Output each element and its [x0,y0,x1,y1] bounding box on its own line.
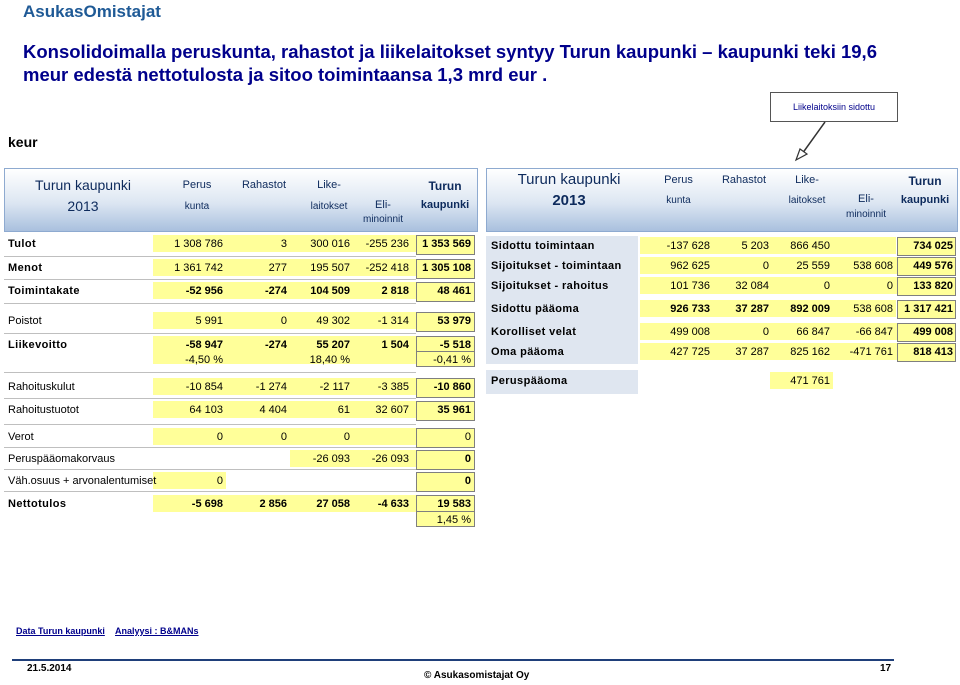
table-cell: 2 818 [381,285,409,297]
table-cell: 27 058 [316,498,350,510]
table-cell: 35 961 [437,404,471,416]
table-cell: 499 008 [670,326,710,338]
left-col-rahastot: Rahastot [241,179,287,191]
left-col-liikelaitokset-2: laitokset [310,201,348,212]
table-cell: -5 698 [191,498,223,510]
table-cell: 32 084 [735,280,769,292]
table-cell: 101 736 [670,280,710,292]
right-col-liikelaitokset-2: laitokset [788,195,826,206]
right-col-turun-1: Turun [908,174,942,188]
row-label: Toimintakate [8,285,80,297]
right-header [486,168,956,230]
table-cell: 892 009 [790,303,830,315]
table-cell: 1,45 % [436,514,471,526]
table-cell: 32 607 [375,404,409,416]
table-cell: 0 [762,326,769,338]
table-cell: 37 287 [735,346,769,358]
row-divider [4,303,416,304]
table-cell: 0 [280,431,287,443]
table-cell: 277 [268,262,287,274]
table-cell: -4,50 % [185,354,223,366]
right-col-liikelaitokset-1: Like- [795,174,819,186]
row-label: Menot [8,262,43,274]
row-label: Nettotulos [8,498,67,510]
row-label: Väh.osuus + arvonalentumiset [8,475,157,487]
table-cell: -10 860 [433,381,471,393]
left-header-entity: Turun kaupunki [35,177,131,193]
footer-date: 21.5.2014 [27,663,72,674]
slide-title: Konsolidoimalla peruskunta, rahastot ja liikelaitokset syntyy Turun kaupunki – kaupunki teki 19,6 meur edestä nettotulosta ja sitoo toimintaansa 1,3 mrd eur . [23,41,877,85]
right-col-turun-2: kaupunki [900,194,950,206]
table-cell: 866 450 [790,240,830,252]
row-label: Rahoitustuotot [8,404,79,416]
table-cell: -26 093 [371,453,409,465]
table-cell: 133 820 [913,280,953,292]
table-cell: 0 [216,475,223,487]
row-label: Liikevoitto [8,339,68,351]
table-cell: -0,41 % [433,354,471,366]
table-cell: 37 287 [735,303,769,315]
right-col-rahastot: Rahastot [721,174,767,186]
row-divider [4,469,416,470]
left-col-turun-2: kaupunki [420,199,470,211]
table-cell: -5 518 [439,339,471,351]
table-cell: 195 507 [310,262,350,274]
table-cell: 61 [337,404,350,416]
row-divider [4,447,416,448]
row-divider [4,491,416,492]
callout-box [770,92,898,122]
left-col-peruskunta-1: Perus [182,179,212,191]
table-cell: 0 [216,431,223,443]
table-cell: 64 103 [189,404,223,416]
table-cell: 5 203 [741,240,769,252]
table-cell: 0 [762,260,769,272]
footer-page-number: 17 [880,663,892,674]
row-label: Oma pääoma [491,346,565,358]
table-cell: 962 625 [670,260,710,272]
left-header-year: 2013 [67,198,99,214]
row-divider [4,333,416,334]
table-cell: 1 305 108 [422,262,471,274]
row-label: Tulot [8,238,37,250]
left-col-turun-1: Turun [428,179,462,193]
table-cell: -137 628 [666,240,710,252]
table-cell: 0 [823,280,830,292]
row-divider [4,279,416,280]
row-label: Verot [8,431,34,443]
table-cell: 1 308 786 [174,238,223,250]
table-cell: 926 733 [670,303,710,315]
row-divider [4,424,416,425]
table-cell: 53 979 [437,315,471,327]
brand-logo-text: AsukasOmistajat [23,2,161,21]
table-cell: 0 [886,280,893,292]
table-cell: 55 207 [316,339,350,351]
right-col-peruskunta-2: kunta [666,195,691,206]
table-cell: 104 509 [310,285,350,297]
table-cell: -58 947 [185,339,223,351]
row-label: Peruspääomakorvaus [8,453,116,465]
right-col-peruskunta-1: Perus [664,174,693,186]
table-cell: 25 559 [796,260,830,272]
table-cell: -10 854 [185,381,223,393]
footer-copyright: © Asukasomistajat Oy [424,670,530,681]
table-cell: 471 761 [790,375,830,387]
left-col-peruskunta-2: kunta [184,201,210,212]
table-cell: 5 991 [195,315,223,327]
table-cell: 1 317 421 [904,303,953,315]
row-label: Sijoitukset - rahoitus [491,280,609,292]
table-cell: -4 633 [377,498,409,510]
row-divider [4,256,416,257]
table-cell: -274 [264,285,287,297]
left-col-eliminoinnit-1: Eli- [375,199,391,211]
callout-text: Liikelaitoksiin sidottu [792,102,876,112]
left-col-eliminoinnit-2: minoinnit [362,214,404,225]
table-cell: -66 847 [855,326,893,338]
right-col-eliminoinnit-2: minoinnit [845,209,887,220]
table-cell: 3 [280,238,287,250]
table-cell: 19 583 [437,498,471,510]
table-cell: 818 413 [913,346,953,358]
callout-arrow-icon [780,120,840,162]
row-label: Sidottu toimintaan [491,240,595,252]
table-cell: -2 117 [319,381,350,393]
table-cell: 449 576 [913,260,953,272]
table-cell: 66 847 [796,326,830,338]
table-cell: 0 [343,431,350,443]
table-cell: 538 608 [853,260,893,272]
table-cell: 0 [464,475,471,487]
footer-source: Data Turun kaupunki [16,626,105,636]
left-col-liikelaitokset-1: Like- [317,179,341,191]
table-cell: -255 236 [365,238,409,250]
table-cell: 499 008 [913,326,953,338]
table-cell: -252 418 [365,262,409,274]
table-cell: 48 461 [437,285,471,297]
row-label: Korolliset velat [491,326,577,338]
table-cell: 538 608 [853,303,893,315]
table-cell: 427 725 [670,346,710,358]
row-divider [4,398,416,399]
table-cell: 0 [280,315,287,327]
table-cell: -26 093 [312,453,350,465]
table-cell: -1 274 [255,381,287,393]
unit-label: keur [8,134,38,150]
table-cell: 734 025 [913,240,953,252]
table-cell: 0 [464,431,471,443]
table-cell: -274 [264,339,287,351]
table-cell: 49 302 [316,315,350,327]
row-label: Sijoitukset - toimintaan [491,260,622,272]
table-cell: -3 385 [377,381,409,393]
right-header-year: 2013 [552,192,586,209]
table-cell: 1 504 [381,339,409,351]
left-header [4,168,476,230]
row-label: Rahoituskulut [8,381,75,393]
row-label: Peruspääoma [491,375,568,387]
table-cell: 825 162 [790,346,830,358]
right-header-entity: Turun kaupunki [517,171,621,188]
footer-divider [12,659,894,661]
row-label: Sidottu pääoma [491,303,580,315]
table-cell: -52 956 [185,285,223,297]
table-cell: 0 [464,453,471,465]
row-label: Poistot [8,315,42,327]
table-cell: 4 404 [259,404,287,416]
table-cell: 18,40 % [309,354,350,366]
footer-analysis: Analyysi : B&MANs [115,626,199,636]
label-band [486,236,638,364]
table-cell: 1 361 742 [174,262,223,274]
right-col-eliminoinnit-1: Eli- [858,193,874,205]
table-cell: -1 314 [377,315,409,327]
table-cell: 2 856 [259,498,287,510]
table-cell: 1 353 569 [422,238,471,250]
table-cell: -471 761 [849,346,893,358]
row-divider [4,372,416,373]
table-cell: 300 016 [310,238,350,250]
